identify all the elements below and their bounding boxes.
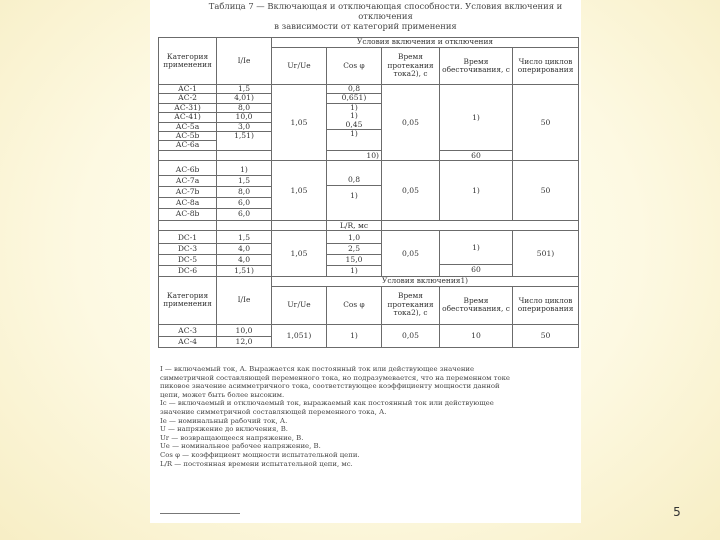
lr-cell: 15,0 xyxy=(327,255,381,266)
dc-header-blank-4 xyxy=(382,220,579,230)
cos-cell: 0,8 xyxy=(327,85,381,94)
category-cell: АС-6а xyxy=(175,140,200,150)
page-number: 5 xyxy=(673,505,681,519)
note-line: Ic — включаемый и отключаемый ток, выражаемый как постоянный ток или действующее xyxy=(160,399,494,408)
caption-line-1: Таблица 7 — Включающая и отключающая способности. Условия включения и отключения xyxy=(208,1,563,21)
header-cos: Cos φ xyxy=(327,48,382,85)
header-idle-time: Время обесточивания, с xyxy=(440,48,513,85)
dc-idle-time-note: 1) xyxy=(440,231,512,265)
cos-cell: 0,45 xyxy=(327,121,381,130)
ratio-cell: 4,01) xyxy=(217,94,271,103)
ac-b-categories xyxy=(159,160,217,220)
dc-current-time: 0,05 xyxy=(382,230,440,276)
on-idle-time: 10 xyxy=(440,324,513,347)
ac-b-cos xyxy=(327,160,382,220)
header-cos-2: Cos φ xyxy=(327,286,382,324)
ac-a-idle-60: 60 xyxy=(440,150,513,160)
ratio-cell: 6,0 xyxy=(217,198,271,209)
header-conditions-on-off: Условия включения и отключения xyxy=(272,38,579,48)
ac-b-current-time: 0,05 xyxy=(382,160,440,220)
footnote-rule xyxy=(160,513,240,514)
dc-header-blank-3 xyxy=(272,220,327,230)
header-cycles-2: Число циклов оперирования xyxy=(513,286,579,324)
on-current-time: 0,05 xyxy=(382,324,440,347)
ratio-cell: 10,0 xyxy=(217,113,271,122)
note-line: L/R — постоянная времени испытательной цепи, мс. xyxy=(160,459,353,468)
dc-lr xyxy=(327,230,382,276)
ac-6a-note: 10) xyxy=(327,150,382,160)
note-line: I — включаемый ток, А. Выражается как постоянный ток или действующее значение xyxy=(160,365,475,373)
ratio-cell: 1,5 xyxy=(217,85,271,94)
table-notes xyxy=(160,365,575,468)
on-ratios xyxy=(217,324,272,347)
category-cell: DC-1 xyxy=(159,233,216,244)
on-cos: 1) xyxy=(327,324,382,347)
dc-idle-60: 60 xyxy=(471,264,481,274)
ratio-cell: 8,0 xyxy=(217,104,271,113)
lr-cell: 1) xyxy=(350,265,358,275)
ac-a-ratios xyxy=(217,85,272,151)
header-category-2: Категория применения xyxy=(159,276,217,324)
ac-a-idle-time-note: 1) xyxy=(440,85,513,151)
header-idle-time-2: Время обесточивания, с xyxy=(440,286,513,324)
category-cell: АС-3 xyxy=(159,326,216,337)
header-lr: L/R, мс xyxy=(327,220,382,230)
category-cell: АС-31) xyxy=(159,104,216,113)
ratio-cell: 3,0 xyxy=(217,123,271,132)
header-ratio-u-2: Uг/Uе xyxy=(272,286,327,324)
ac-b-u-ratio: 1,05 xyxy=(272,160,327,220)
switching-capacity-table xyxy=(158,37,579,348)
lr-cell: 2,5 xyxy=(327,244,381,255)
document-page xyxy=(150,0,581,523)
note-line: пиковое значение асимметричного тока, соответствующее коэффициенту мощности данной xyxy=(160,382,500,391)
ac-a-current-time: 0,05 xyxy=(382,85,440,161)
ac-b-cycles: 50 xyxy=(513,160,579,220)
ac-a-cos xyxy=(327,85,382,151)
cos-cell: 1) xyxy=(350,102,358,112)
category-cell: АС-41) xyxy=(159,113,216,122)
note-line: U — напряжение до включения, В. xyxy=(160,425,288,434)
ratio-cell: 12,0 xyxy=(235,336,253,346)
ac-6a-blank xyxy=(217,150,272,160)
cos-cell xyxy=(327,164,381,175)
cos-cell xyxy=(327,138,381,146)
ac-a-categories xyxy=(159,85,217,151)
category-cell: АС-1 xyxy=(159,85,216,94)
dc-header-blank-1 xyxy=(159,220,217,230)
header-ratio-u: Uг/Uе xyxy=(272,48,327,85)
ratio-cell xyxy=(217,140,271,148)
dc-u-ratio: 1,05 xyxy=(272,230,327,276)
cos-cell: 1) xyxy=(350,128,358,138)
note-line: Ur — возвращающееся напряжение, В. xyxy=(160,433,304,442)
cos-cell: 0,8 xyxy=(327,175,381,186)
ratio-cell: 6,0 xyxy=(237,208,251,218)
dc-ratios xyxy=(217,230,272,276)
note-line: симметричной составляющей переменного тока, но подразумевается, что на переменном токе xyxy=(160,373,511,382)
category-cell: DC-6 xyxy=(177,265,198,275)
note-line: значение симметричной составляющей переменного тока, А. xyxy=(160,407,387,416)
note-line: Cos φ — коэффициент мощности испытательной цепи. xyxy=(160,450,360,459)
caption-line-2: в зависимости от категорий применения xyxy=(274,21,457,31)
ratio-cell: 8,0 xyxy=(217,187,271,198)
ratio-cell: 1,51) xyxy=(234,265,254,275)
header-ratio-i: I/Iе xyxy=(217,38,272,85)
header-conditions-on: Условия включения1) xyxy=(272,276,579,286)
header-current-time: Время протекания тока2), с xyxy=(382,48,440,85)
ratio-cell: 4,0 xyxy=(217,244,271,255)
category-cell: АС-4 xyxy=(178,336,197,346)
ratio-cell: 1,5 xyxy=(217,233,271,244)
header-ratio-i-2: I/Iе xyxy=(217,276,272,324)
on-u-ratio: 1,051) xyxy=(272,324,327,347)
header-cycles: Число циклов оперирования xyxy=(513,48,579,85)
table-caption xyxy=(150,1,581,31)
ratio-cell: 1) xyxy=(217,164,271,176)
note-line: Ue — номинальное рабочее напряжение, В. xyxy=(160,442,321,451)
dc-idle-time xyxy=(440,230,513,276)
category-cell: АС-7b xyxy=(159,187,216,198)
category-cell: АС-7а xyxy=(159,176,216,187)
category-cell: АС-5b xyxy=(159,132,216,141)
category-cell: АС-8b xyxy=(175,208,200,218)
category-cell: DC-5 xyxy=(159,255,216,266)
ratio-cell: 1,51) xyxy=(234,130,254,140)
dc-categories xyxy=(159,230,217,276)
ac-b-idle-time-note: 1) xyxy=(440,160,513,220)
header-category: Категория применения xyxy=(159,38,217,85)
header-current-time-2: Время протекания тока2), с xyxy=(382,286,440,324)
ac-a-u-ratio: 1,05 xyxy=(272,85,327,161)
ratio-cell: 10,0 xyxy=(217,326,271,337)
dc-cycles: 501) xyxy=(513,230,579,276)
lr-cell: 1,0 xyxy=(327,233,381,244)
note-line: цепи, может быть более высоким. xyxy=(160,390,285,399)
dc-header-blank-2 xyxy=(217,220,272,230)
note-line: Iе — номинальный рабочий ток, А. xyxy=(160,416,288,425)
ratio-cell: 4,0 xyxy=(217,255,271,266)
category-cell: АС-6b xyxy=(159,164,216,176)
category-cell: DC-3 xyxy=(159,244,216,255)
category-cell: АС-5а xyxy=(159,123,216,132)
category-cell: АС-8а xyxy=(159,198,216,209)
ac-b-ratios xyxy=(217,160,272,220)
cos-cell: 1) xyxy=(350,111,358,121)
ratio-cell: 1,5 xyxy=(217,176,271,187)
on-cycles: 50 xyxy=(513,324,579,347)
cos-cell: 1) xyxy=(350,190,358,200)
cos-cell: 0,651) xyxy=(327,94,381,103)
ac-a-cycles: 50 xyxy=(513,85,579,161)
category-cell: АС-2 xyxy=(159,94,216,103)
on-categories xyxy=(159,324,217,347)
